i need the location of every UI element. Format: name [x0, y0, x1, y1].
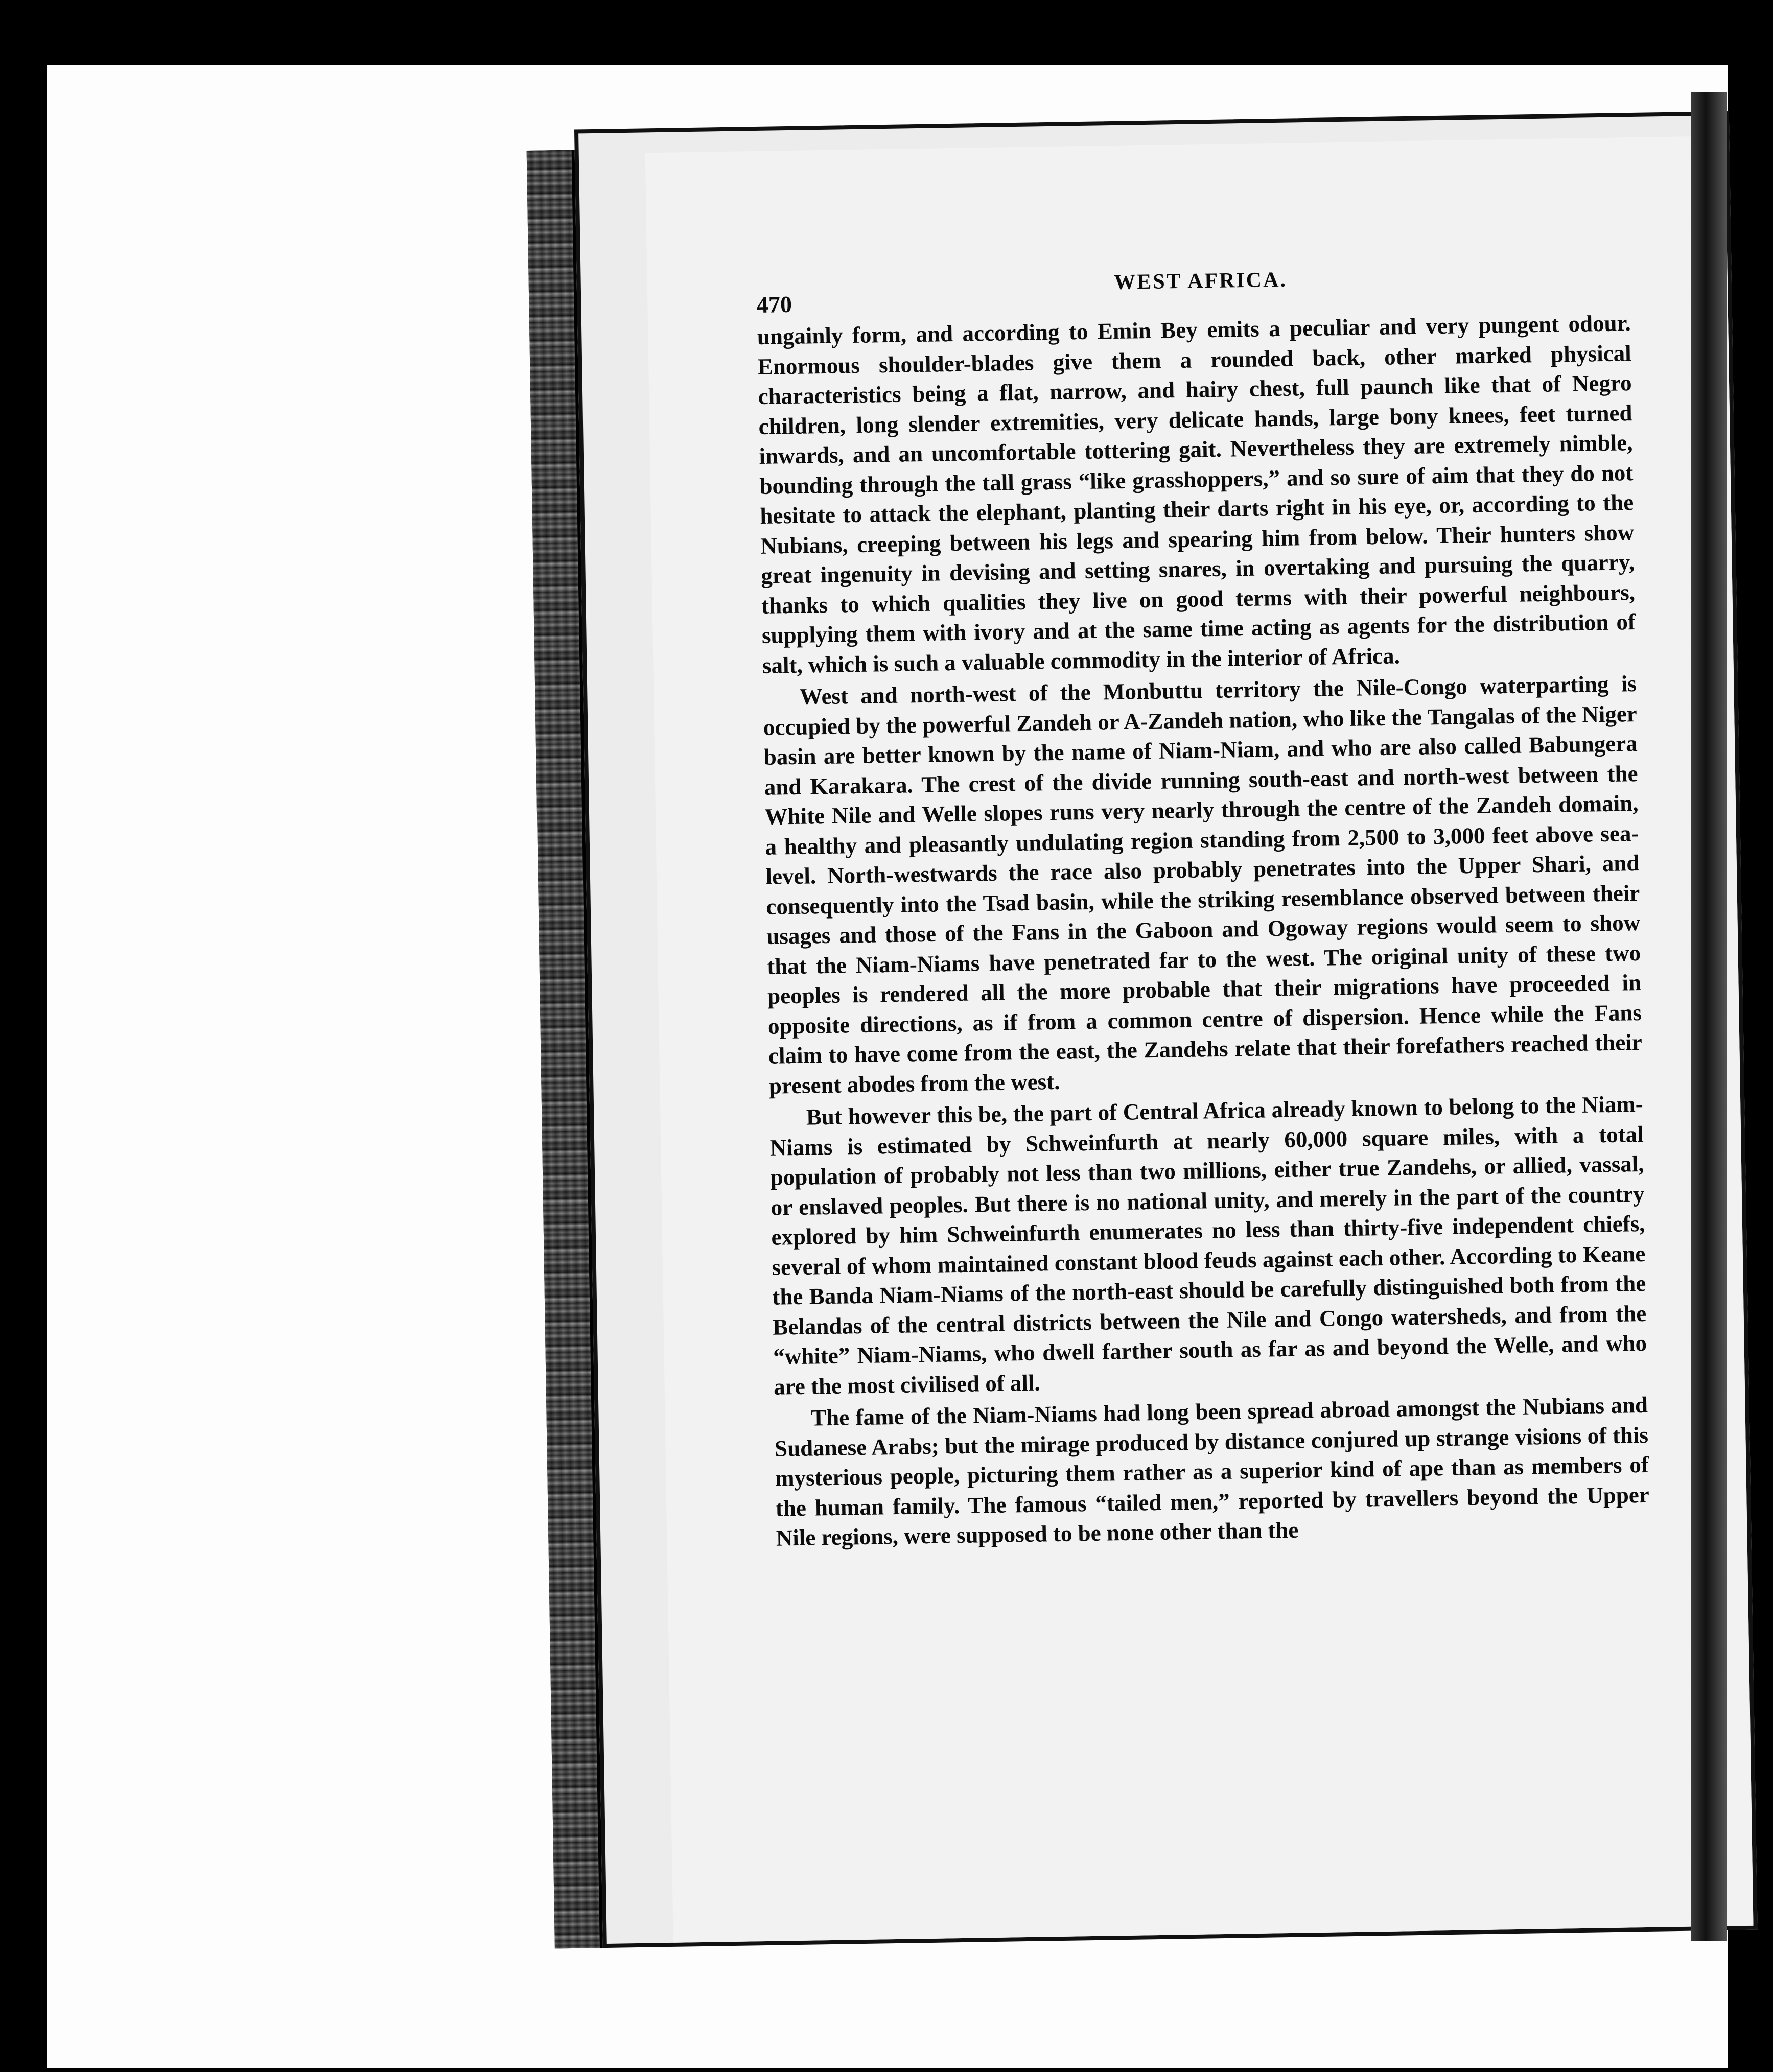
paragraph-2: West and north-west of the Monbuttu territory the Nile-Congo waterparting is occupied by the powerful Zandeh or A-Zandeh nation, who like the Tangalas of the Niger basin are better known by the name of Niam-Niam, and who are also called Babungera and Karakara. The crest of the divide running south-east and north-west between the White Nile and Welle slopes runs very nearly through the centre of the Zandeh domain, a healthy and pleasantly undulating region standing from 2,500 to 3,000 feet above sea-level. North-westwards the race also probably penetrates into the Upper Shari, and consequently into the Tsad basin, while the striking resemblance observed between their usages and those of the Fans in the Gaboon and Ogoway regions would seem to show that the Niam-Niams have penetrated far to the west. The original unity of these two peoples is rendered all the more probable that their migrations have proceeded in opposite directions, as if from a common centre of dispersion. Hence while the Fans claim to have come from the east, the Zandehs relate that their forefathers reached their present abodes from the west.: [763, 671, 1643, 1099]
book-spine-shadow: [1691, 92, 1727, 1941]
paragraph-1: ungainly form, and according to Emin Bey emits a peculiar and very pungent odour. Enormous shoulder-blades give them a rounded back, other marked physical characteristics being a flat, narrow, and hairy chest, full paunch like that of Negro children, long slender extremities, very delicate hands, large bony knees, feet turned inwards, and an uncomfortable tottering gait. Nevertheless they are extremely nimble, bounding through the tall grass “like grasshoppers,” and so sure of aim that they do not hesitate to attack the elephant, planting their darts right in his eye, or, according to the Nubians, creeping between his legs and spearing him from below. Their hunters show great ingenuity in devising and setting snares, in overtaking and pursuing the quarry, thanks to which qualities they live on good terms with their powerful neighbours, supplying them with ivory and at the same time acting as agents for the distribution of salt, which is such a valuable commodity in the interior of Africa.: [757, 310, 1636, 678]
running-title: WEST AFRICA.: [1113, 268, 1288, 294]
page-number: 470: [756, 291, 792, 318]
paragraph-3: But however this be, the part of Central Africa already known to belong to the Niam-Niams is estimated by Schweinfurth at nearly 60,000 square miles, with a total population of probably not less than two millions, either true Zandehs, or allied, vassal, or enslaved peoples. But there is no national unity, and merely in the part of the country explored by him Schweinfurth enumerates no less than thirty-five independent chiefs, several of whom maintained constant blood feuds against each other. According to Keane the Banda Niam-Niams of the north-east should be carefully distinguished both from the Belandas of the central districts between the Nile and Congo watersheds, and from the “white” Niam-Niams, who dwell farther south as far as and beyond the Welle, and who are the most civilised of all.: [769, 1091, 1647, 1400]
paragraph-4: The fame of the Niam-Niams had long been spread abroad amongst the Nubians and Sudanese Arabs; but the mirage produced by distance conjured up strange visions of this mysterious people, picturing them rather as a superior kind of ape than as members of the human family. The famous “tailed men,” reported by travellers beyond the Upper Nile regions, were supposed to be none other than the: [774, 1392, 1650, 1551]
page-text-block: [756, 262, 1650, 1553]
